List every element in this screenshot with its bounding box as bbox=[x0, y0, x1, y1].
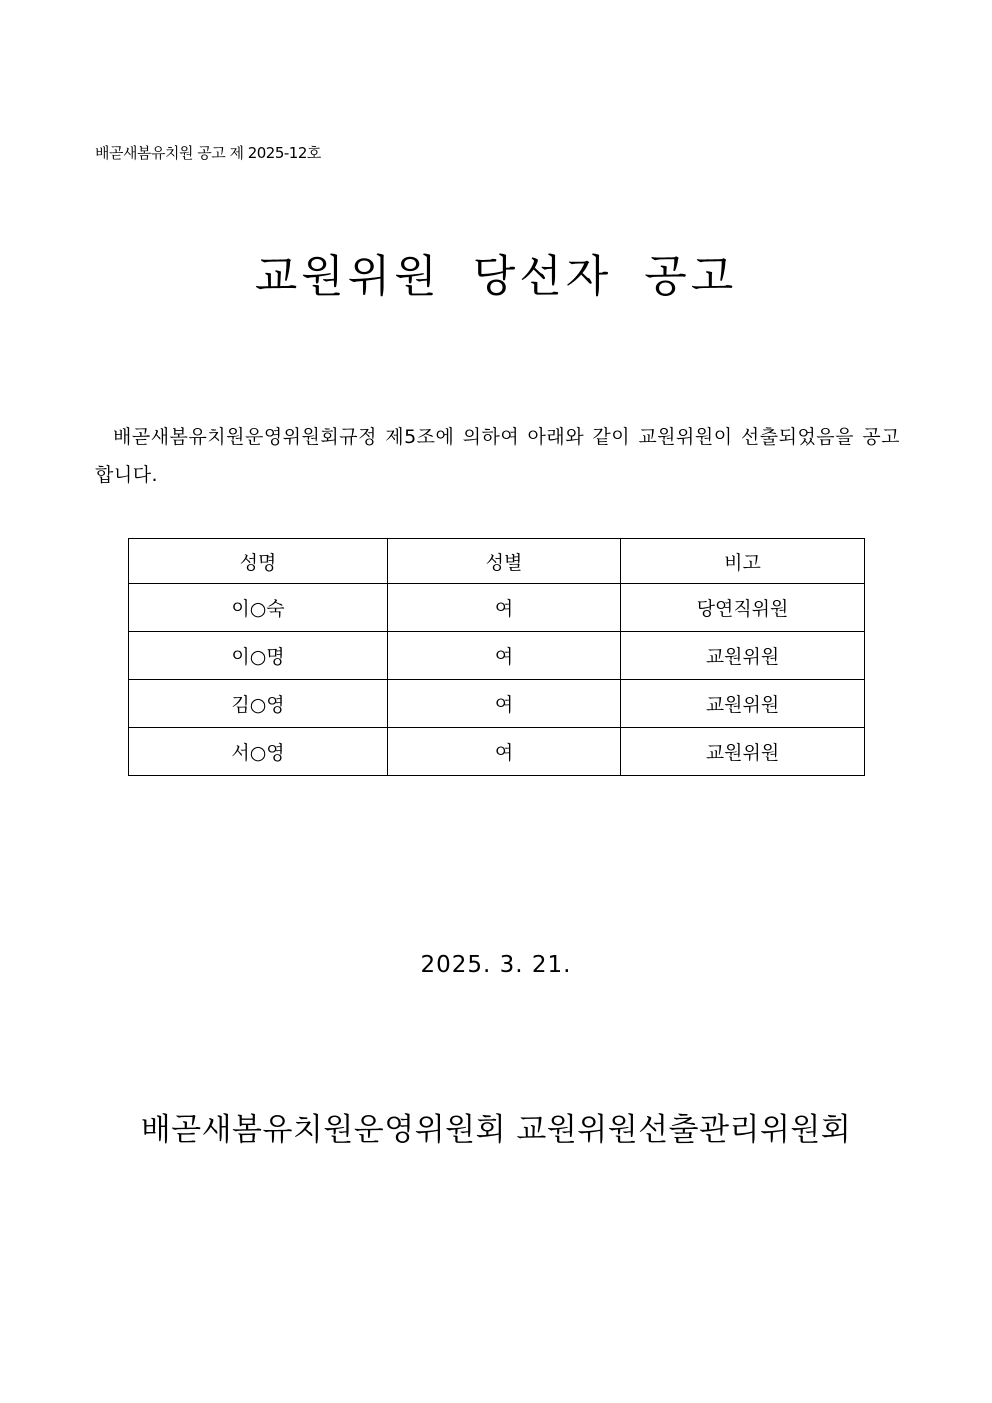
cell-note: 교원위원 bbox=[621, 728, 865, 776]
table-row bbox=[129, 680, 865, 728]
table-row bbox=[129, 728, 865, 776]
page-title: 교원위원 당선자 공고 bbox=[254, 251, 738, 302]
cell-name: 김○영 bbox=[129, 680, 388, 728]
cell-name: 서○영 bbox=[129, 728, 388, 776]
header-gender: 성별 bbox=[388, 539, 621, 584]
header-note: 비고 bbox=[621, 539, 865, 584]
cell-gender: 여 bbox=[388, 632, 621, 680]
announcement-body: 배곧새봄유치원운영위원회규정 제5조에 의하여 아래와 같이 교원위원이 선출되었음을 공고합니다. bbox=[95, 426, 900, 486]
cell-note: 교원위원 bbox=[621, 680, 865, 728]
cell-note: 당연직위원 bbox=[621, 584, 865, 632]
cell-name: 이○숙 bbox=[129, 584, 388, 632]
table-row bbox=[129, 584, 865, 632]
elected-members-table bbox=[128, 538, 865, 776]
announcement-date: 2025. 3. 21. bbox=[420, 952, 572, 978]
header-name: 성명 bbox=[129, 539, 388, 584]
cell-name: 이○명 bbox=[129, 632, 388, 680]
cell-gender: 여 bbox=[388, 728, 621, 776]
table-row bbox=[129, 632, 865, 680]
cell-gender: 여 bbox=[388, 584, 621, 632]
table-header-row bbox=[129, 539, 865, 584]
cell-gender: 여 bbox=[388, 680, 621, 728]
cell-note: 교원위원 bbox=[621, 632, 865, 680]
issuing-committee: 배곧새봄유치원운영위원회 교원위원선출관리위원회 bbox=[140, 1112, 852, 1148]
notice-number: 배곧새봄유치원 공고 제 2025-12호 bbox=[95, 144, 321, 162]
